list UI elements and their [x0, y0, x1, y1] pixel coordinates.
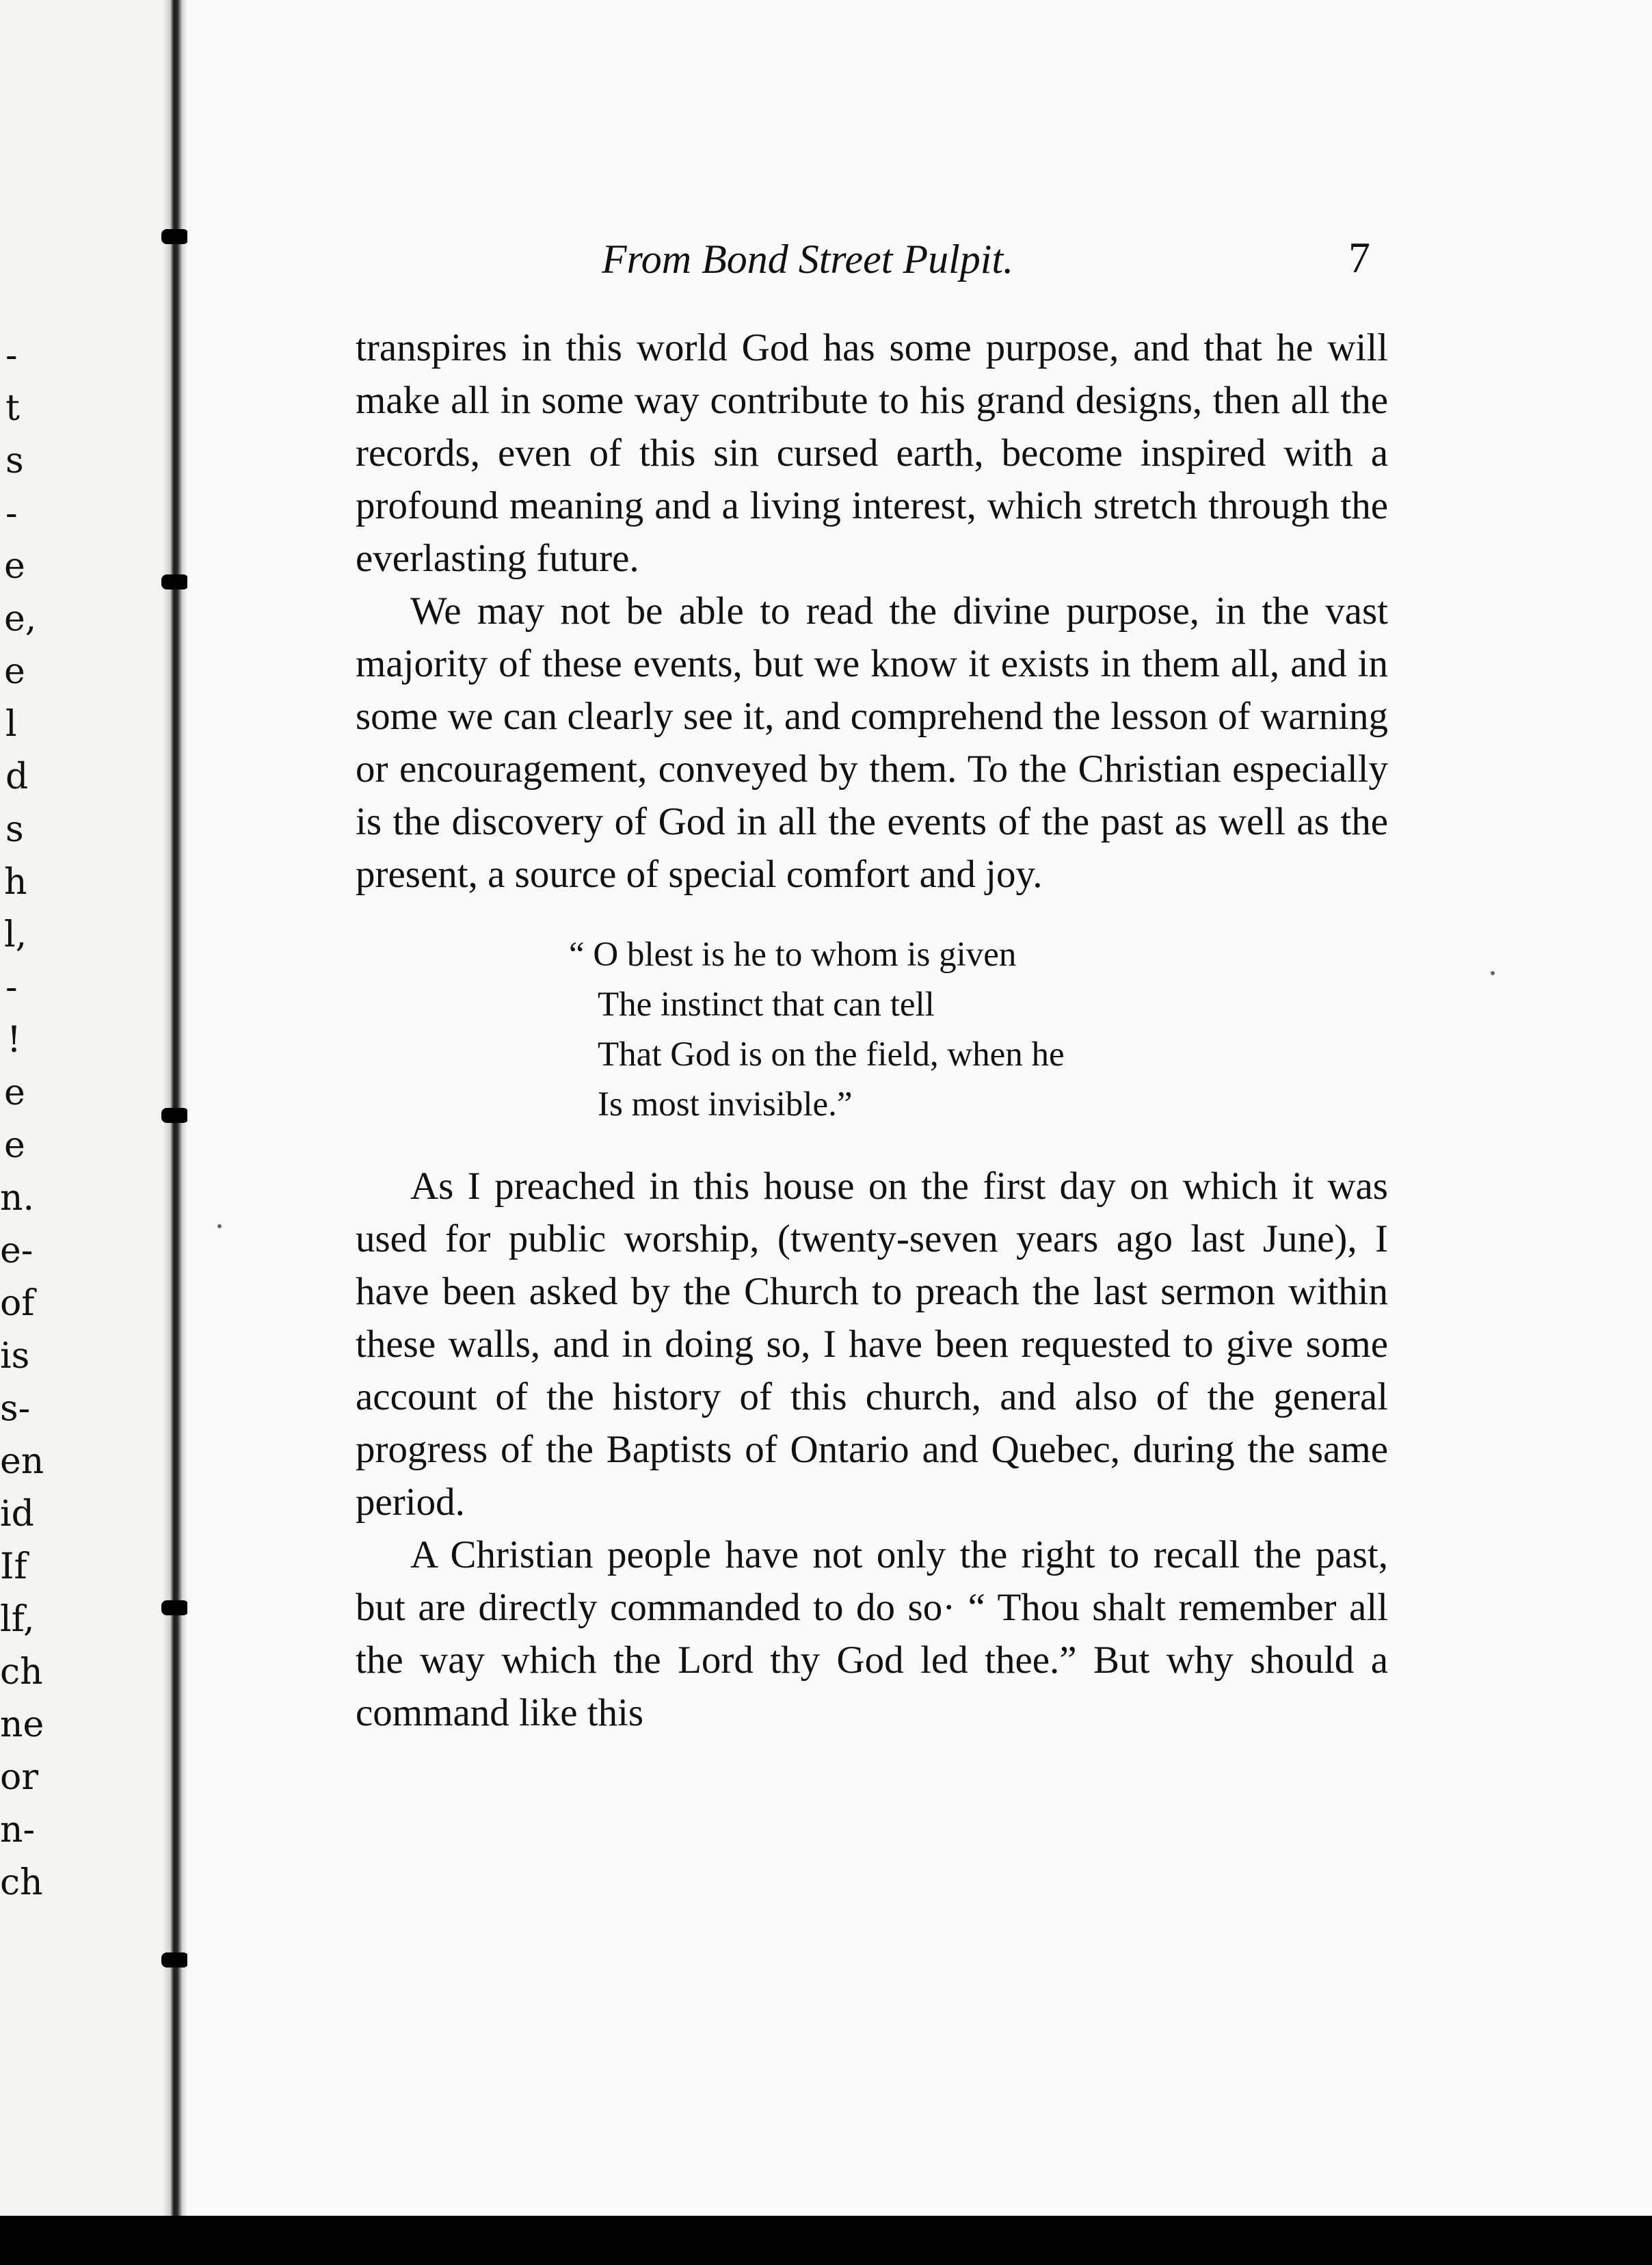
- paper-speck: [217, 1224, 222, 1228]
- page-number: 7: [1348, 233, 1370, 282]
- paragraph: We may not be able to read the divine purpose, in the vast majority of these events, but we know it exists in them all, and in some we can clearly see it, and comprehend the lesson of warning or encouragement, conveyed by them. To the Christian especially is the discovery of God in all the events of the past as well as the present, a source of special comfort and joy.: [356, 590, 1388, 896]
- left-fragment: s: [5, 440, 24, 481]
- left-fragment: ch: [0, 1652, 43, 1693]
- left-fragment: e: [4, 546, 25, 587]
- left-fragment: t: [5, 388, 20, 429]
- left-fragment: ch: [0, 1862, 43, 1903]
- page-body: [356, 321, 1388, 1739]
- left-fragment: e,: [4, 598, 37, 639]
- left-fragment: ne: [0, 1704, 44, 1745]
- poem-line: The instinct that can tell: [598, 985, 935, 1024]
- left-fragment: is: [0, 1336, 30, 1377]
- left-fragment: If: [0, 1546, 27, 1587]
- left-fragment: or: [0, 1757, 39, 1798]
- left-fragment: -: [5, 493, 18, 534]
- left-fragment: s-: [0, 1388, 31, 1429]
- poem-line: “ O blest is he to whom is given: [569, 936, 1017, 974]
- left-page-fragment: [0, 0, 179, 2223]
- binding-stitch: [161, 1108, 189, 1123]
- left-fragment: of: [0, 1283, 35, 1324]
- poem-line: That God is on the field, when he: [598, 1035, 1065, 1074]
- left-fragment: e: [4, 1125, 25, 1166]
- left-fragment: n.: [0, 1178, 35, 1219]
- left-fragment: id: [0, 1494, 34, 1535]
- left-fragment: h: [4, 862, 27, 903]
- binding-stitch: [161, 1952, 189, 1968]
- left-fragment: n-: [0, 1810, 36, 1851]
- binding-stitch: [161, 1600, 189, 1615]
- left-fragment: l,: [4, 914, 27, 955]
- left-fragment: e: [4, 651, 25, 692]
- left-fragment: -: [5, 967, 18, 1008]
- left-fragment: e-: [0, 1230, 34, 1271]
- paper-speck: [1491, 971, 1495, 975]
- binding-stitch: [161, 229, 189, 244]
- poem-line: Is most invisible.”: [598, 1085, 853, 1124]
- left-fragment: l: [5, 704, 17, 745]
- binding-stitch: [161, 574, 189, 590]
- left-fragment: e: [4, 1072, 25, 1113]
- paragraph: As I preached in this house on the first day on which it was used for public worship, (twenty-seven years ago last June), I have been asked by the Church to preach the last sermon within these walls, and in doing so, I have been requested to give some account of the history of this church, and also of the general progress of the Baptists of Ontario and Quebec, during the same period.: [356, 1165, 1388, 1524]
- paragraph: A Christian people have not only the right to recall the past, but are directly commanded to do so· “ Thou shalt remember all the way which the Lord thy God led thee.” But why should a command like this: [356, 1533, 1388, 1734]
- poem-quotation: [569, 930, 1388, 1130]
- left-fragment: s: [5, 809, 24, 850]
- running-head: From Bond Street Pulpit.: [602, 237, 1014, 282]
- left-fragment: !: [7, 1020, 21, 1061]
- left-fragment: d: [5, 756, 29, 797]
- left-fragment: en: [0, 1441, 44, 1482]
- scan-bottom-edge: [0, 2216, 1652, 2265]
- paragraph: transpires in this world God has some purpose, and that he will make all in some way contribute to his grand designs, then all the records, even of this sin cursed earth, become inspired with a profound meaning and a living interest, which stretch through the everlasting future.: [356, 326, 1388, 580]
- left-fragment: -: [5, 335, 18, 376]
- left-fragment: lf,: [0, 1599, 35, 1640]
